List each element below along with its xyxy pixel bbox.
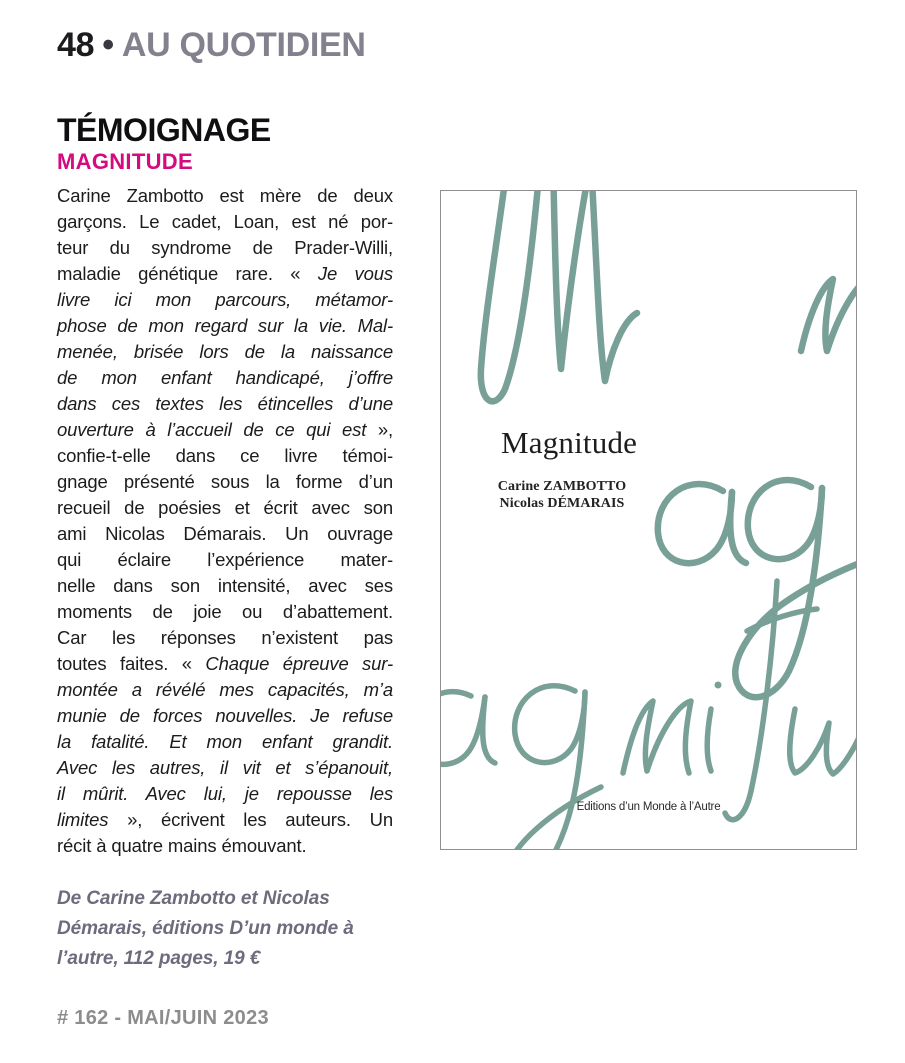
- article-credit: [57, 884, 402, 974]
- book-authors: [497, 478, 627, 512]
- body-text-line: maladie génétique rare. « Je vous: [57, 263, 393, 284]
- body-text-line: il mûrit. Avec lui, je repousse les: [57, 783, 393, 804]
- body-text-line: dans ces textes les étincelles d’une: [57, 393, 393, 414]
- issue-info: # 162 - MAI/JUIN 2023: [57, 1007, 269, 1029]
- article-body: [57, 183, 393, 859]
- article-kicker: TÉMOIGNAGE: [57, 112, 271, 148]
- book-author: Carine ZAMBOTTO: [497, 479, 627, 494]
- body-text-line: moments de joie ou d’abattement.: [57, 601, 393, 622]
- body-text-line: garçons. Le cadet, Loan, est né por-: [57, 211, 393, 232]
- body-text-line: Car les réponses n’existent pas: [57, 627, 393, 648]
- book-publisher: Editions d’un Monde à l’Autre: [576, 801, 721, 813]
- body-text-line: Avec les autres, il vit et s’épanouit,: [57, 757, 393, 778]
- body-text-line: de mon enfant handicapé, j’offre: [57, 367, 393, 388]
- body-text-line: ouverture à l’accueil de ce qui est »,: [57, 419, 394, 440]
- page-number: 48: [57, 26, 95, 64]
- body-text-line: phose de mon regard sur la vie. Mal-: [57, 315, 393, 336]
- body-text-line: confie-t-elle dans ce livre témoi-: [57, 445, 393, 466]
- body-text-line: limites », écrivent les auteurs. Un: [57, 809, 393, 830]
- body-text-line: récit à quatre mains émouvant.: [57, 835, 307, 856]
- credit-line: Démarais, éditions D’un monde à: [57, 918, 354, 939]
- body-text-line: munie de forces nouvelles. Je refuse: [57, 705, 393, 726]
- body-text-line: toutes faites. « Chaque épreuve sur-: [57, 653, 393, 674]
- page-header: [57, 26, 366, 65]
- body-text-line: menée, brisée lors de la naissance: [57, 341, 393, 362]
- i-dot: [715, 682, 722, 689]
- book-author: Nicolas DÉMARAIS: [499, 496, 625, 511]
- body-text-line: nelle dans son intensité, avec ses: [57, 575, 393, 596]
- credit-line: l’autre, 112 pages, 19 €: [57, 948, 261, 969]
- page-footer: [57, 1007, 269, 1030]
- body-text-line: recueil de poésies et écrit avec son: [57, 497, 393, 518]
- body-text-line: gnage présenté sous la forme d’un: [57, 471, 393, 492]
- script-lettering-svg: [441, 191, 856, 849]
- body-text-line: la fatalité. Et mon enfant grandit.: [57, 731, 393, 752]
- body-text-line: montée a révélé mes capacités, m’a: [57, 679, 393, 700]
- body-text-line: livre ici mon parcours, métamor-: [57, 289, 393, 310]
- section-title: AU QUOTIDIEN: [121, 26, 366, 64]
- book-title: Magnitude: [501, 425, 638, 460]
- credit-line: De Carine Zambotto et Nicolas: [57, 888, 330, 909]
- body-text-line: Carine Zambotto est mère de deux: [57, 185, 393, 206]
- article-title: MAGNITUDE: [57, 149, 193, 174]
- header-bullet: •: [102, 26, 114, 64]
- body-text-line: qui éclaire l’expérience mater-: [57, 549, 393, 570]
- body-text-line: ami Nicolas Démarais. Un ouvrage: [57, 523, 393, 544]
- book-cover: [440, 190, 857, 850]
- body-text-line: teur du syndrome de Prader-Willi,: [57, 237, 393, 258]
